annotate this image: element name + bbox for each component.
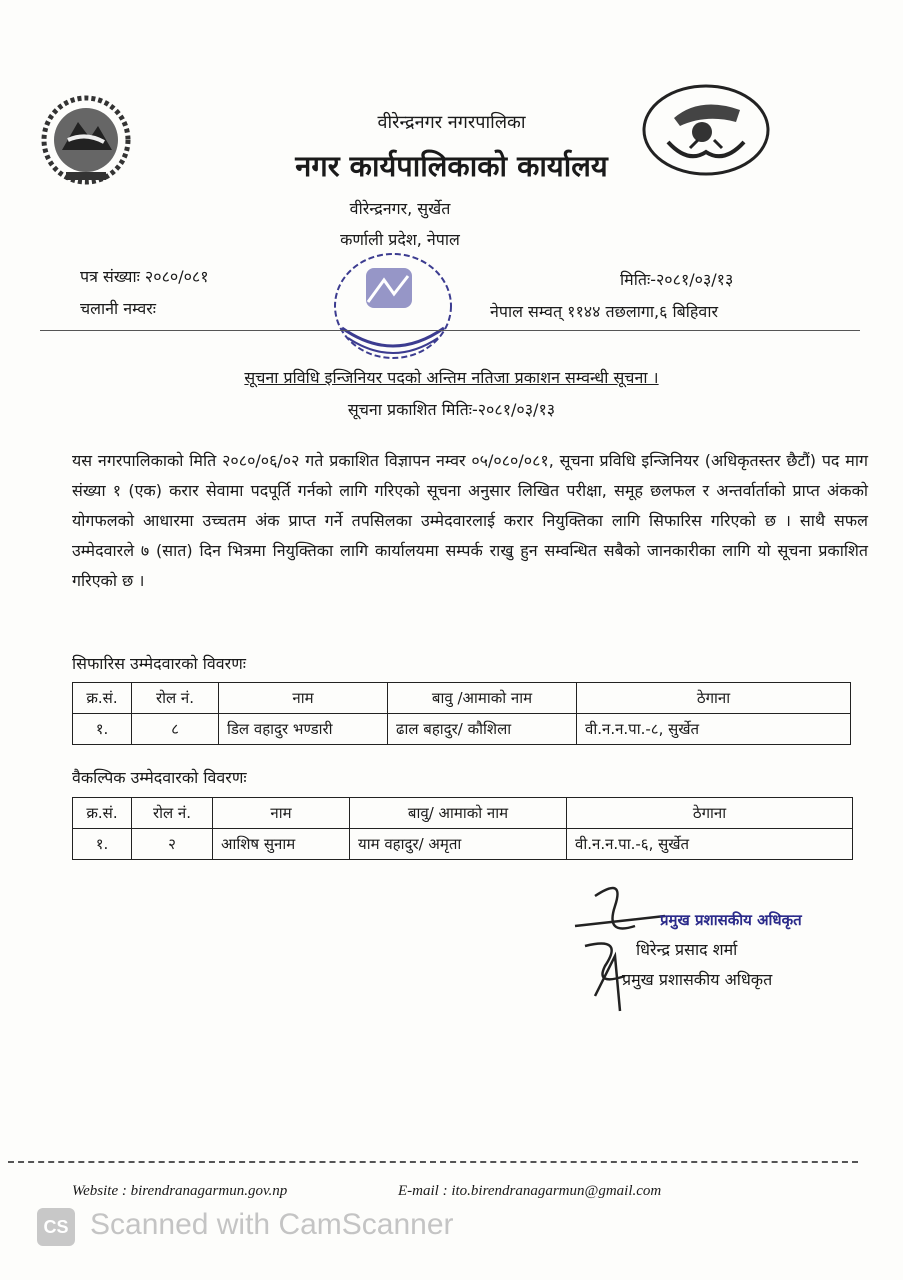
table-header-row [73,798,853,829]
col-serial: क्र.सं. [73,798,132,829]
col-name: नाम [213,798,350,829]
cell-serial: १. [73,829,132,860]
cell-parents: ढाल बहादुर/ कौशिला [388,714,577,745]
alternate-caption: वैकल्पिक उम्मेदवारको विवरणः [72,768,247,787]
camscanner-logo-icon: CS [37,1208,75,1246]
table-row [73,829,853,860]
cell-roll: २ [132,829,213,860]
letter-number: पत्र संख्याः २०८०/०८१ [80,267,209,286]
cell-address: वी.न.न.पा.-८, सुर्खेत [577,714,851,745]
recommended-table [72,682,851,745]
scanner-watermark: Scanned with CamScanner [90,1208,454,1241]
col-roll: रोल नं. [132,683,219,714]
table-header-row [73,683,851,714]
nepal-samvat-date: नेपाल सम्वत् ११४४ तछलागा,६ बिहिवार [490,302,719,321]
footer-website: Website : birendranagarmun.gov.np [72,1183,288,1199]
stamp-title: प्रमुख प्रशासकीय अधिकृत [660,911,802,929]
municipality-name: वीरेन्द्रनगर नगरपालिका [377,112,526,133]
footer-divider [8,1161,858,1163]
notice-subject: सूचना प्रविधि इन्जिनियर पदको अन्तिम नतिजा प्रकाशन सम्वन्धी सूचना । [244,368,659,387]
office-seal-stamp [328,246,458,366]
signatory-name: धिरेन्द्र प्रसाद शर्मा [636,940,738,959]
cell-address: वी.न.न.पा.-६, सुर्खेत [567,829,853,860]
table-row [73,714,851,745]
dispatch-number: चलानी नम्वरः [80,299,157,318]
col-roll: रोल नं. [132,798,213,829]
cell-name: डिल वहादुर भण्डारी [219,714,388,745]
col-serial: क्र.सं. [73,683,132,714]
col-parents: बावु /आमाको नाम [388,683,577,714]
cell-roll: ८ [132,714,219,745]
cell-parents: याम वहादुर/ अमृता [350,829,567,860]
address-line-1: वीरेन्द्रनगर, सुर्खेत [349,199,451,218]
col-name: नाम [219,683,388,714]
col-address: ठेगाना [577,683,851,714]
footer-email: E-mail : ito.birendranagarmun@gmail.com [398,1183,662,1199]
notice-published-date: सूचना प्रकाशित मितिः-२०८१/०३/१३ [347,400,556,419]
cell-serial: १. [73,714,132,745]
address-line-2: कर्णाली प्रदेश, नेपाल [340,230,460,249]
letter-date: मितिः-२०८१/०३/१३ [620,270,734,289]
signatory-designation: प्रमुख प्रशासकीय अधिकृत [622,970,773,989]
cell-name: आशिष सुनाम [213,829,350,860]
col-parents: बावु/ आमाको नाम [350,798,567,829]
notice-body: यस नगरपालिकाको मिति २०८०/०६/०२ गते प्रकाशित विज्ञापन नम्वर ०५/०८०/०८१, सूचना प्रविधि इन्जिनियर (अधिकृतस्तर छैटौं) पद माग संख्या १ (एक) करार सेवामा पदपूर्ति गर्नको लागि गरिएको सूचना अनुसार लिखित परीक्षा, समूह छलफल र अन्तर्वार्ताको प्राप्त अंकको योगफलको आधारमा उच्चतम अंक प्राप्त गर्ने तपसिलका उम्मेदवारलाई करार नियुक्तिका लागि सिफारिस गरिएको छ । साथै सफल उम्मेदवारले ७ (सात) दिन भित्रमा नियुक्तिका लागि कार्यालयमा सम्पर्क राखु हुन सम्वन्धित सबैको जानकारीका लागि यो सूचना प्रकाशित गरिएको छ । [72,451,868,590]
alternate-table [72,797,853,860]
office-title: नगर कार्यपालिकाको कार्यालय [295,149,608,183]
col-address: ठेगाना [567,798,853,829]
header-rule [40,330,860,331]
recommended-caption: सिफारिस उम्मेदवारको विवरणः [72,654,247,673]
